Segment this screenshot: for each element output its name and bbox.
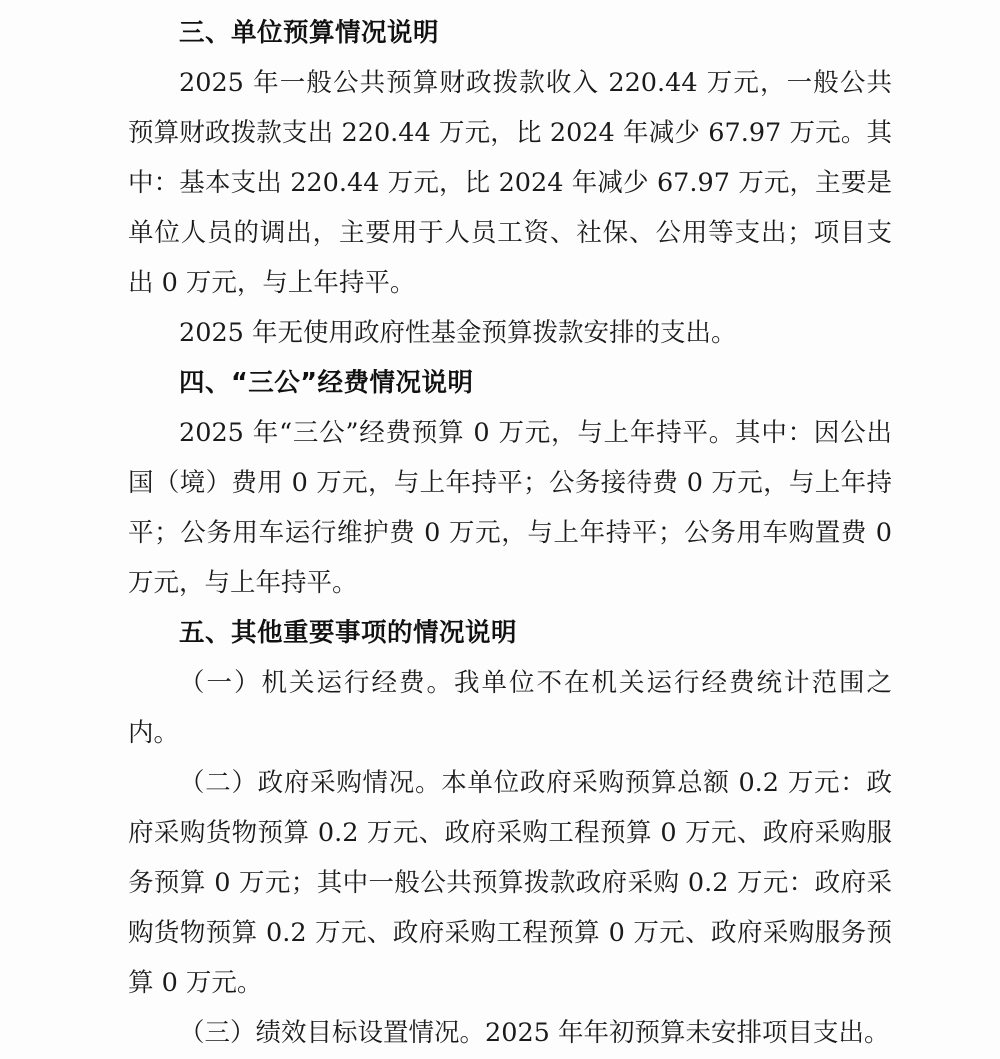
paragraph-three-public-expenses: 2025 年“三公”经费预算 0 万元，与上年持平。其中：因公出国（境）费用 0 万元，与上年持平；公务接待费 0 万元，与上年持平；公务用车运行维护费 0 万元，与上年持平；公务用车购置费 0 万元，与上年持平。	[128, 418, 892, 598]
section-heading-four: 四、“三公”经费情况说明	[179, 368, 474, 398]
paragraph-agency-operating-expenses: （一）机关运行经费。我单位不在机关运行经费统计范围之内。	[128, 668, 892, 748]
document-body	[128, 8, 892, 1058]
section-heading-five: 五、其他重要事项的情况说明	[179, 618, 518, 648]
paragraph-government-fund: 2025 年无使用政府性基金预算拨款安排的支出。	[179, 318, 737, 348]
paragraph-performance-targets: （三）绩效目标设置情况。2025 年年初预算未安排项目支出。	[179, 1018, 890, 1048]
paragraph-budget-overview: 2025 年一般公共预算财政拨款收入 220.44 万元，一般公共预算财政拨款支出 220.44 万元，比 2024 年减少 67.97 万元。其中：基本支出 220.44 万元，比 2024 年减少 67.97 万元，主要是单位人员的调出，主要用于人员工资、社保、公用等支出；项目支出 0 万元，与上年持平。	[128, 68, 892, 298]
paragraph-government-procurement: （二）政府采购情况。本单位政府采购预算总额 0.2 万元：政府采购货物预算 0.2 万元、政府采购工程预算 0 万元、政府采购服务预算 0 万元；其中一般公共预算拨款政府采购 0.2 万元：政府采购货物预算 0.2 万元、政府采购工程预算 0 万元、政府采购服务预算 0 万元。	[128, 768, 892, 998]
section-heading-three: 三、单位预算情况说明	[179, 18, 440, 48]
